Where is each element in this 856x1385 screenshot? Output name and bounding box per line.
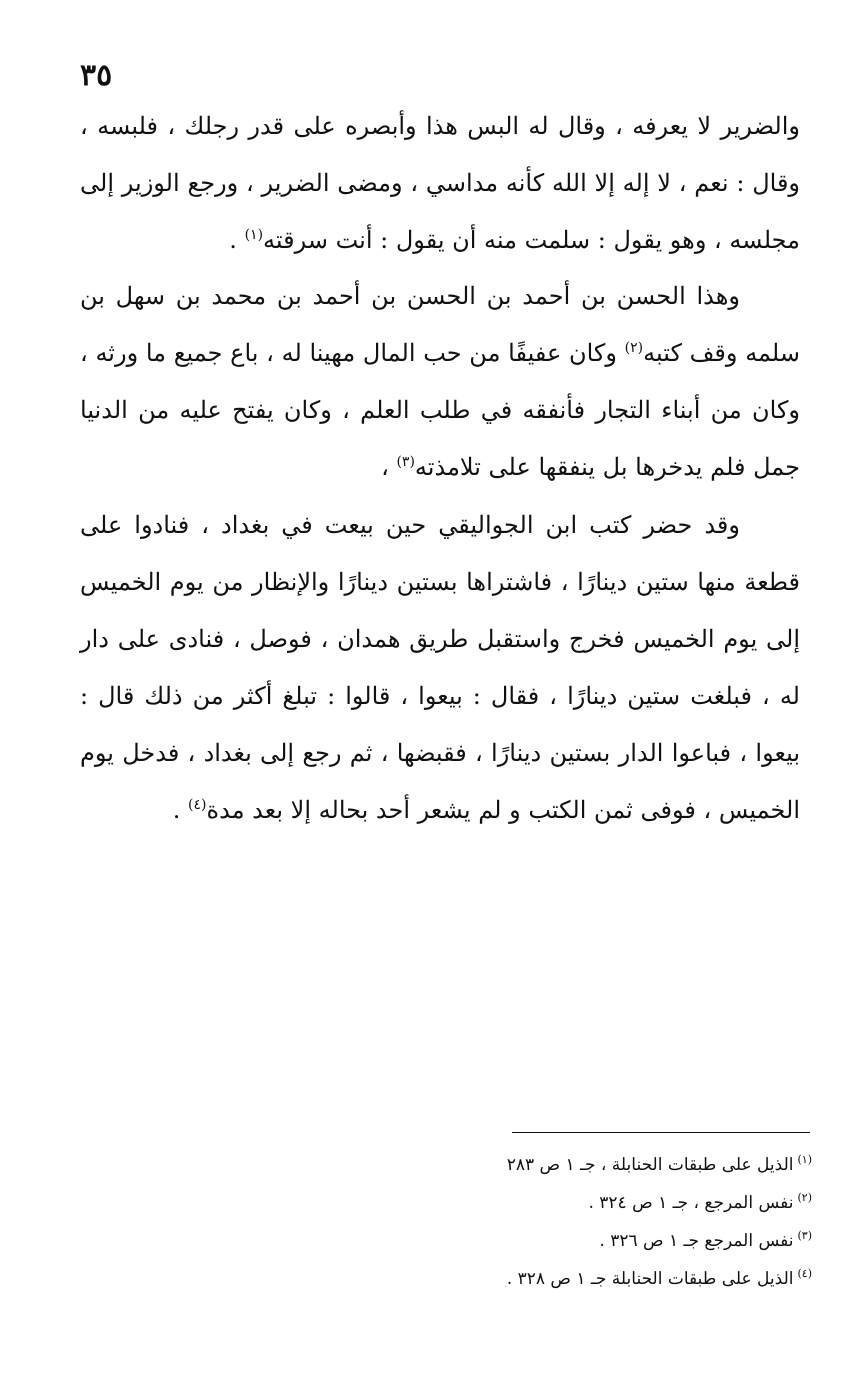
footnote-3-text: نفس المرجع جـ ١ ص ٣٢٦ . [599, 1231, 794, 1251]
paragraph-3 [80, 497, 800, 839]
footnote-2-number: (٢) [797, 1191, 812, 1205]
footnote-1 [420, 1146, 812, 1184]
paragraph-1-text: والضرير لا يعرفه ، وقال له البس هذا وأبصره على قدر رجلك ، فلبسه ، وقال : نعم ، لا إله إلا الله كأنه مداسي ، ومضى الضرير ، ورجع الوزير إلى مجلسه ، وهو يقول : سلمت منه أن يقول : أنت سرقته [80, 112, 800, 254]
paragraph-3-text: وقد حضر كتب ابن الجواليقي حين بيعت في بغداد ، فنادوا على قطعة منها ستين دينارًا ، فاشتراها بستين دينارًا والإنظار من يوم الخميس إلى يوم الخميس فخرج واستقبل طريق همدان ، فوصل ، فنادى على دار له ، فبلغت ستين دينارًا ، فقال : بيعوا ، قالوا : تبلغ أكثر من ذلك قال : بيعوا ، فباعوا الدار بستين دينارًا ، فقبضها ، ثم رجع إلى بغداد ، فدخل يوم الخميس ، فوفى ثمن الكتب و لم يشعر أحد بحاله إلا بعد مدة [80, 511, 800, 824]
note-ref-2[interactable]: (٢) [624, 340, 644, 356]
footnote-1-number: (١) [797, 1153, 812, 1167]
note-ref-4[interactable]: (٤) [188, 797, 207, 813]
footnote-separator [512, 1132, 810, 1133]
footnote-4-text: الذيل على طبقات الحنابلة جـ ١ ص ٣٢٨ . [506, 1269, 794, 1289]
paragraph-3-ending: . [172, 796, 189, 824]
paragraph-1 [80, 98, 800, 269]
note-ref-1[interactable]: (١) [244, 227, 264, 243]
paragraph-2-text-after: وكان عفيفًا من حب المال مهينا له ، باع جميع ما ورثه ، وكان من أبناء التجار فأنفقه في طلب العلم ، وكان يفتح عليه من الدنيا جمل فلم يدخرها بل ينفقها على تلامذته [80, 339, 800, 481]
paragraph-2-ending: ، [381, 453, 397, 481]
footnote-1-text: الذيل على طبقات الحنابلة ، جـ ١ ص ٢٨٣ [506, 1155, 794, 1175]
footnote-4 [420, 1260, 812, 1298]
page-number: ٣٥ [80, 58, 113, 93]
footnotes-list [420, 1146, 812, 1298]
footnote-3 [420, 1222, 812, 1260]
paragraph-2 [80, 268, 800, 496]
paragraph-1-ending: . [229, 226, 245, 254]
note-ref-3[interactable]: (٣) [396, 454, 415, 470]
footnote-4-number: (٤) [797, 1267, 812, 1281]
paragraph-2-text: وهذا الحسن بن أحمد بن الحسن بن أحمد بن محمد بن سهل بن سلمه وقف كتبه [80, 282, 800, 367]
footnote-3-number: (٣) [797, 1229, 812, 1243]
footnote-2-text: نفس المرجع ، جـ ١ ص ٣٢٤ . [588, 1193, 794, 1213]
footnote-2 [420, 1184, 812, 1222]
